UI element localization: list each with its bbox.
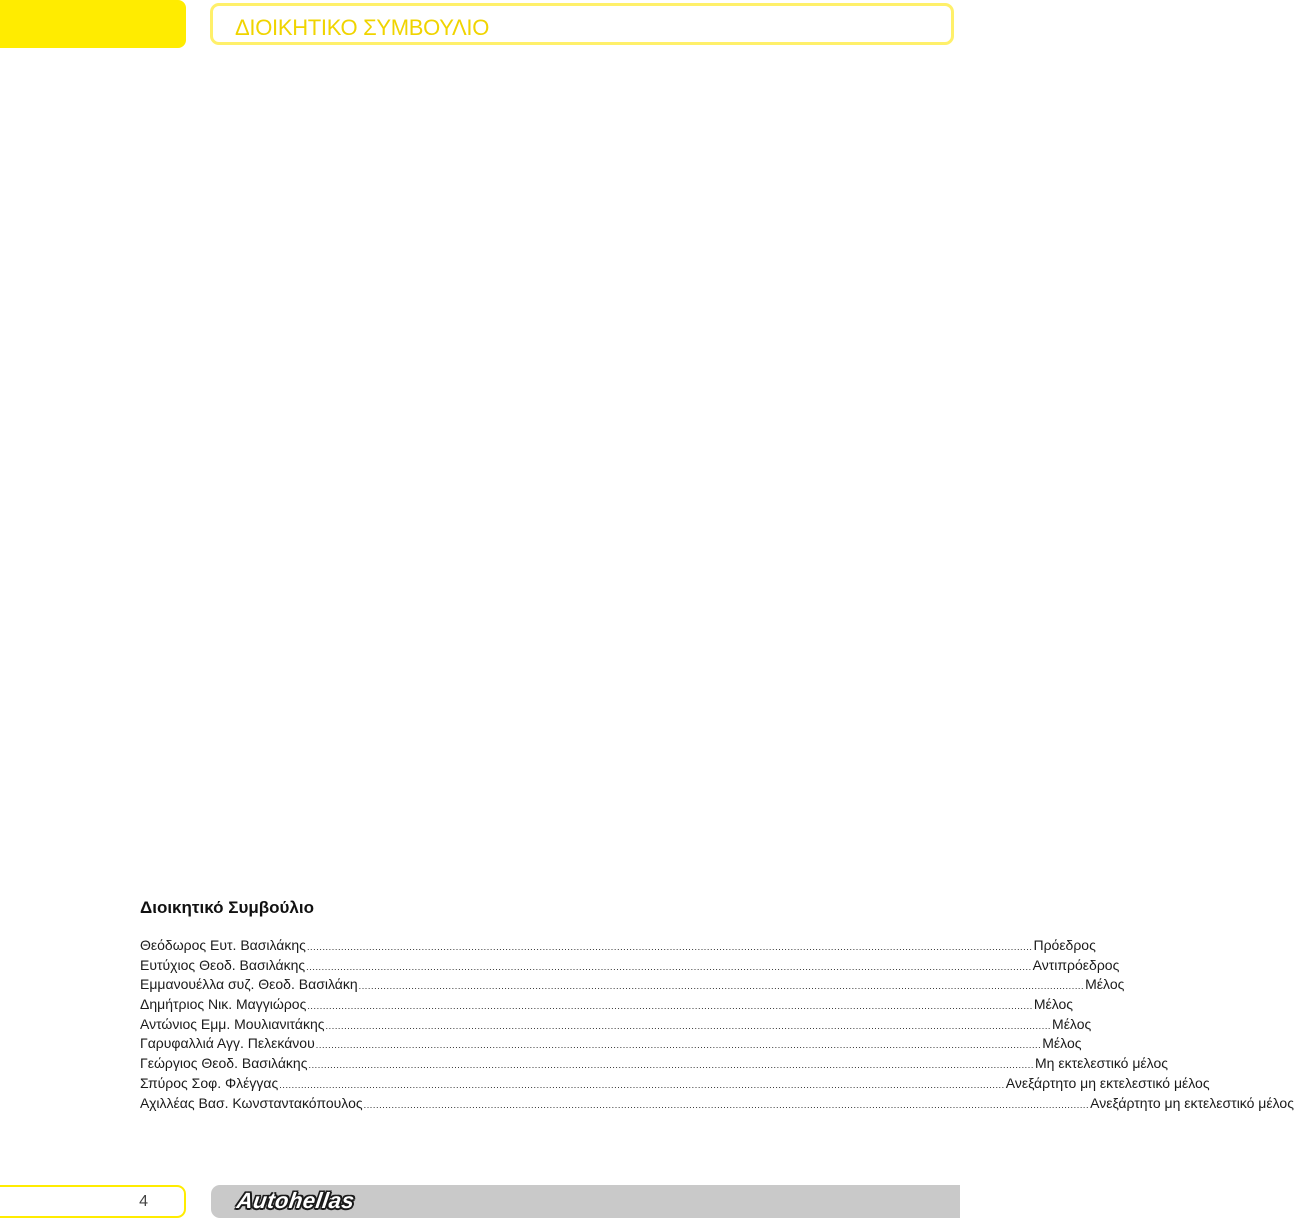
section-heading: Διοικητικό Συμβούλιο bbox=[140, 898, 314, 917]
member-name: Δημήτριος Νικ. Μαγγιώρος bbox=[140, 996, 307, 1013]
member-name: Γαρυφαλλιά Αγγ. Πελεκάνου bbox=[140, 1035, 315, 1052]
board-member-row bbox=[140, 995, 1074, 1015]
board-member-row bbox=[140, 936, 1096, 956]
member-name: Θεόδωρος Ευτ. Βασιλάκης bbox=[140, 937, 306, 953]
dot-leader: .......................................................................................................................................................................................................................................... bbox=[315, 1040, 1042, 1051]
member-name: Εμμανουέλλα συζ. Θεοδ. Βασιλάκη bbox=[140, 976, 358, 993]
dot-leader: .......................................................................................................................................................................................................................................... bbox=[308, 1060, 1034, 1071]
page-title: ΔΙΟΙΚΗΤΙΚΟ ΣΥΜΒΟΥΛΙΟ bbox=[235, 15, 490, 40]
member-role: Ανεξάρτητο μη εκτελεστικό μέλος bbox=[1090, 1094, 1294, 1111]
member-role: Μη εκτελεστικό μέλος bbox=[1034, 1055, 1168, 1072]
member-role: Ανεξάρτητο μη εκτελεστικό μέλος bbox=[1005, 1074, 1210, 1091]
member-name: Σπύρος Σοφ. Φλέγγας bbox=[140, 1074, 279, 1091]
board-member-row bbox=[140, 975, 1125, 995]
page-number: 4 bbox=[139, 1193, 148, 1210]
member-name: Ευτύχιος Θεοδ. Βασιλάκης bbox=[140, 956, 306, 973]
dot-leader: .......................................................................................................................................................................................................................................... bbox=[279, 1079, 1005, 1090]
dot-leader: .......................................................................................................................................................................................................................................... bbox=[306, 961, 1032, 972]
dot-leader: .......................................................................................................................................................................................................................................... bbox=[358, 981, 1085, 992]
member-role: Αντιπρόεδρος bbox=[1032, 956, 1120, 973]
dot-leader: .......................................................................................................................................................................................................................................... bbox=[306, 942, 1033, 952]
board-member-row bbox=[140, 1094, 1294, 1114]
member-role: Μέλος bbox=[1042, 1035, 1082, 1052]
brand-logo: Autohellas bbox=[235, 1188, 357, 1213]
board-member-row bbox=[140, 1015, 1092, 1035]
footer-page-box bbox=[0, 1185, 186, 1218]
header-title-box bbox=[210, 3, 954, 45]
member-name: Γεώργιος Θεοδ. Βασιλάκης bbox=[140, 1055, 308, 1072]
member-role: Μέλος bbox=[1085, 976, 1125, 993]
board-member-row bbox=[140, 1074, 1210, 1094]
member-role: Μέλος bbox=[1052, 1015, 1092, 1032]
board-member-list bbox=[140, 936, 1294, 1113]
dot-leader: .......................................................................................................................................................................................................................................... bbox=[325, 1020, 1052, 1031]
member-role: Πρόεδρος bbox=[1033, 937, 1096, 953]
footer-bar bbox=[211, 1185, 960, 1218]
dot-leader: .......................................................................................................................................................................................................................................... bbox=[307, 1001, 1033, 1012]
member-role: Μέλος bbox=[1033, 996, 1074, 1013]
board-member-row bbox=[140, 1034, 1082, 1054]
board-member-row bbox=[140, 956, 1120, 976]
member-name: Αχιλλέας Βασ. Κωνσταντακόπουλος bbox=[140, 1094, 363, 1111]
board-member-row bbox=[140, 1054, 1168, 1074]
member-name: Αντώνιος Εμμ. Μουλιανιτάκης bbox=[140, 1015, 325, 1032]
dot-leader: .......................................................................................................................................................................................................................................... bbox=[363, 1099, 1090, 1110]
header-accent-tab bbox=[0, 0, 186, 48]
